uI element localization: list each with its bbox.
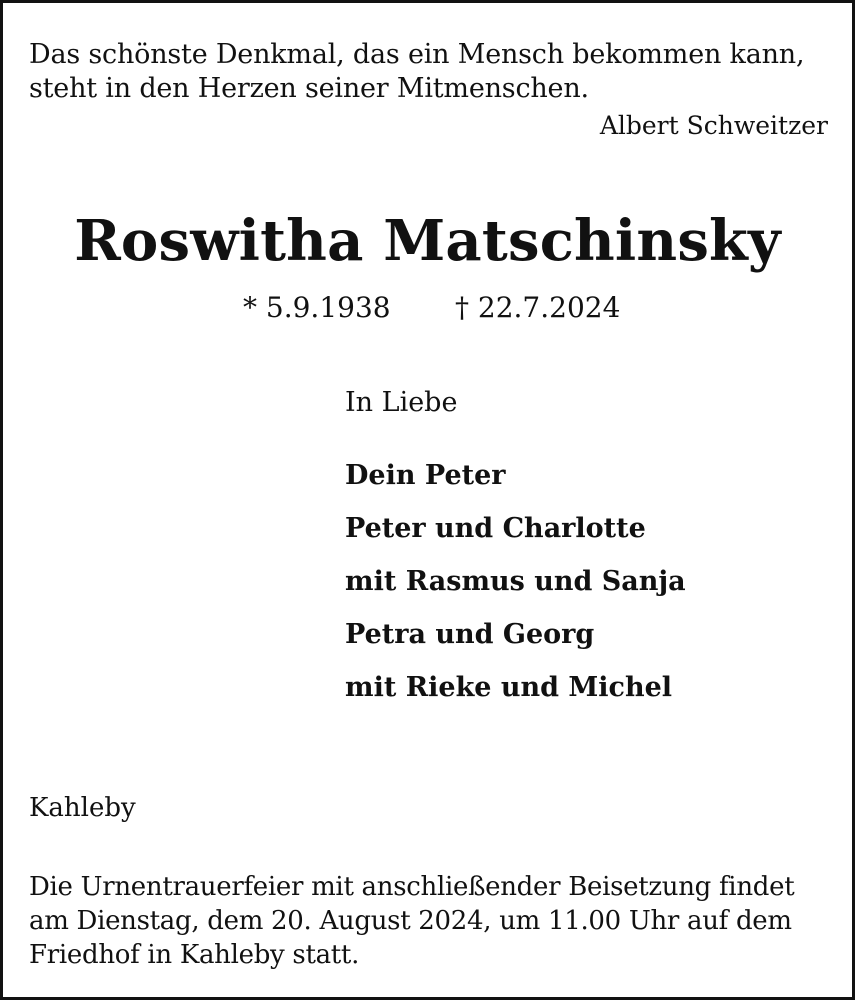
death-date: † 22.7.2024	[455, 291, 621, 324]
mourner-name: Peter und Charlotte	[345, 513, 646, 544]
mourner-name: mit Rasmus und Sanja	[345, 566, 686, 597]
quote-author: Albert Schweitzer	[599, 111, 828, 140]
birth-date: * 5.9.1938	[243, 291, 391, 324]
deceased-name: Roswitha Matschinsky	[74, 208, 781, 274]
mourners-intro: In Liebe	[345, 387, 458, 418]
funeral-notice-line-1: Die Urnentrauerfeier mit anschließender Beisetzung findet	[29, 872, 795, 902]
funeral-notice-line-3: Friedhof in Kahleby statt.	[29, 940, 360, 970]
mourner-name: Petra und Georg	[345, 619, 595, 650]
quote-line-2: steht in den Herzen seiner Mitmenschen.	[29, 73, 589, 104]
funeral-notice-line-2: am Dienstag, dem 20. August 2024, um 11.00 Uhr auf dem	[29, 906, 792, 936]
mourner-name: Dein Peter	[345, 460, 506, 491]
quote-line-1: Das schönste Denkmal, das ein Mensch bekommen kann,	[29, 39, 805, 70]
place-name: Kahleby	[29, 793, 136, 823]
mourner-name: mit Rieke und Michel	[345, 672, 673, 703]
